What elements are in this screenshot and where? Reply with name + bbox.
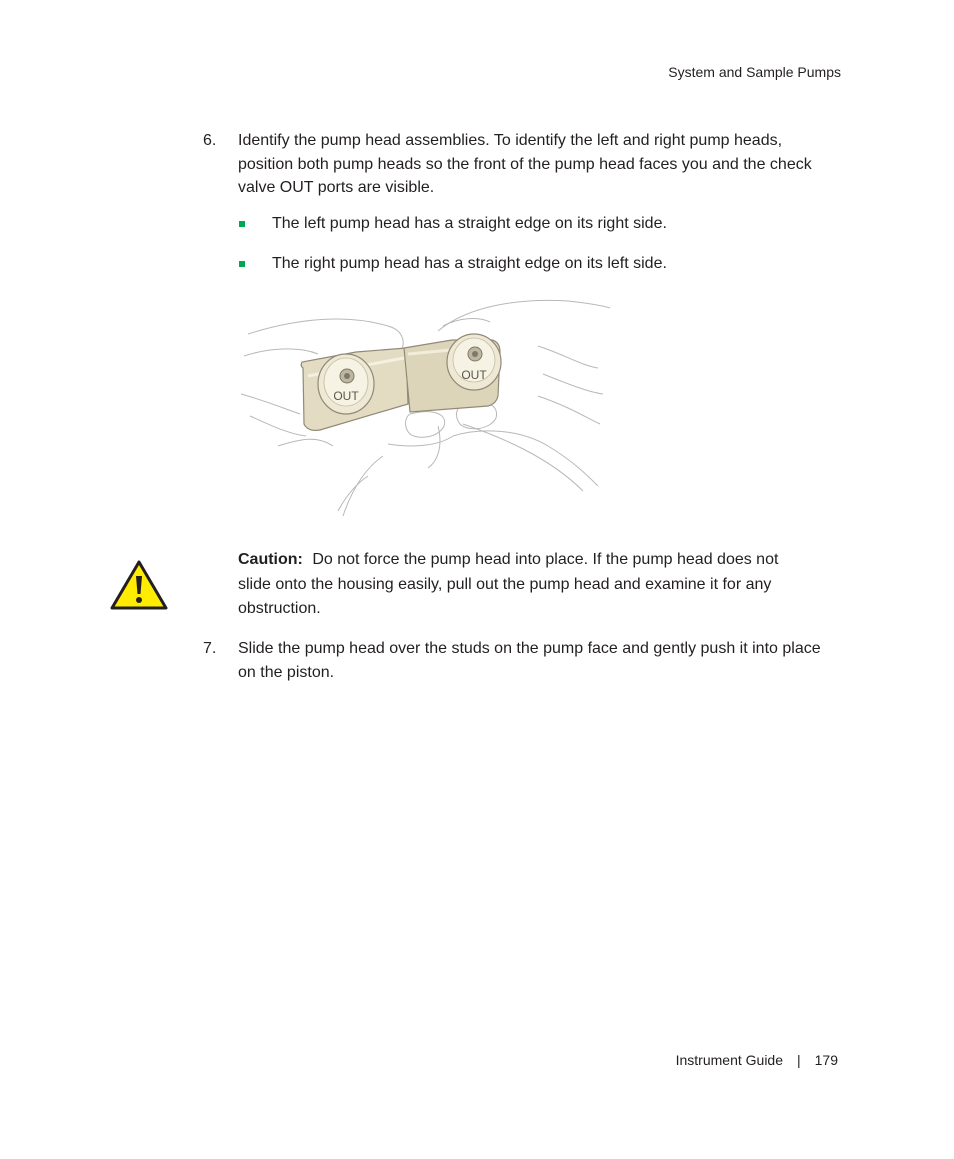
bullet-text: The right pump head has a straight edge on its left side. <box>272 255 667 272</box>
step-number: 6. <box>203 132 217 149</box>
left-out-port-label: OUT <box>333 389 359 403</box>
caution-text: Do not force the pump head into place. If the pump head does not slide onto the housing easily, pull out the pump head and examine it for any obstruction. <box>238 551 779 617</box>
pump-heads-illustration <box>238 296 610 522</box>
right-out-port-label: OUT <box>461 368 487 382</box>
caution-warning-icon <box>110 560 168 610</box>
bullet-text: The left pump head has a straight edge on its right side. <box>272 215 667 232</box>
running-header: System and Sample Pumps <box>668 64 841 80</box>
page-footer <box>676 1052 838 1068</box>
caution-label: Caution: <box>238 551 303 568</box>
footer-separator: | <box>797 1052 801 1068</box>
step-6 <box>203 129 833 200</box>
step-text: Slide the pump head over the studs on the pump face and gently push it into place on the piston. <box>238 640 821 681</box>
bullet-square-icon <box>239 261 245 267</box>
step-text: Identify the pump head assemblies. To identify the left and right pump heads, position both pump heads so the front of the pump head faces you and the check valve OUT ports are visible. <box>238 132 812 196</box>
bullet-item <box>238 213 838 235</box>
step-7 <box>203 637 833 684</box>
guide-name: Instrument Guide <box>675 1052 783 1068</box>
bullet-item <box>238 253 838 275</box>
step-number: 7. <box>203 640 217 657</box>
caution-note <box>238 548 813 622</box>
page-number: 179 <box>814 1052 838 1068</box>
bullet-square-icon <box>239 221 245 227</box>
